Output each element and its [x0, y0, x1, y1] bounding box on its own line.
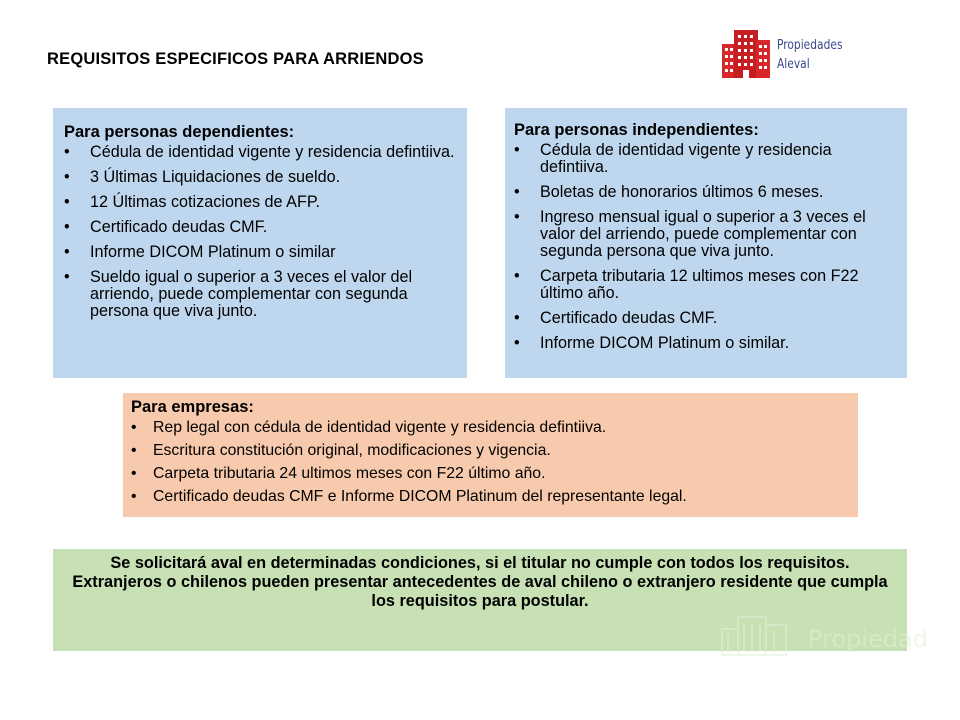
list-item: • Escritura constitución original, modificaciones y vigencia. — [131, 442, 848, 459]
empresas-box — [123, 393, 858, 517]
watermark — [718, 615, 958, 655]
list-item: • Informe DICOM Platinum o similar — [64, 244, 457, 261]
dependientes-list — [64, 144, 457, 320]
independientes-heading: Para personas independientes: — [514, 121, 759, 139]
logo-line-2: Aleval — [777, 56, 810, 72]
independientes-box — [505, 108, 907, 378]
list-item: • 3 Últimas Liquidaciones de sueldo. — [64, 169, 457, 186]
dependientes-box — [53, 108, 467, 378]
list-item: • Sueldo igual o superior a 3 veces el valor del arriendo, puede complementar con segunda persona que viva junto. — [64, 269, 457, 320]
aval-note-box — [53, 549, 928, 653]
list-item: • Ingreso mensual igual o superior a 3 veces el valor del arriendo, puede complementar con segunda persona que viva junto. — [514, 209, 897, 260]
logo-text — [777, 36, 843, 74]
building-watermark-icon — [718, 615, 798, 655]
watermark-text: Propiedad — [808, 625, 928, 653]
list-item: • Carpeta tributaria 24 ultimos meses con F22 último año. — [131, 465, 848, 482]
list-item: • Certificado deudas CMF. — [514, 310, 897, 327]
logo — [720, 28, 880, 80]
independientes-list — [514, 142, 897, 352]
list-item: • Carpeta tributaria 12 ultimos meses con F22 último año. — [514, 268, 897, 302]
empresas-list — [131, 419, 848, 505]
list-item: • Informe DICOM Platinum o similar. — [514, 335, 897, 352]
list-item: • Rep legal con cédula de identidad vigente y residencia defintiiva. — [131, 419, 848, 436]
aval-note-text: Se solicitará aval en determinadas condiciones, si el titular no cumple con todos los requisitos. Extranjeros o chilenos pueden presentar antecedentes de aval chileno o extranjero residente que cumpla los requisitos para postular. — [72, 554, 888, 610]
building-logo-icon — [720, 28, 776, 80]
logo-line-1: Propiedades — [777, 37, 843, 53]
dependientes-heading: Para personas dependientes: — [64, 123, 295, 141]
list-item: • Certificado deudas CMF. — [64, 219, 457, 236]
list-item: • Boletas de honorarios últimos 6 meses. — [514, 184, 897, 201]
list-item: • 12 Últimas cotizaciones de AFP. — [64, 194, 457, 211]
list-item: • Cédula de identidad vigente y residencia defintiiva. — [514, 142, 897, 176]
empresas-heading: Para empresas: — [131, 398, 254, 416]
page-title: REQUISITOS ESPECIFICOS PARA ARRIENDOS — [47, 50, 424, 68]
list-item: • Cédula de identidad vigente y residencia defintiiva. — [64, 144, 457, 161]
list-item: • Certificado deudas CMF e Informe DICOM Platinum del representante legal. — [131, 488, 848, 505]
